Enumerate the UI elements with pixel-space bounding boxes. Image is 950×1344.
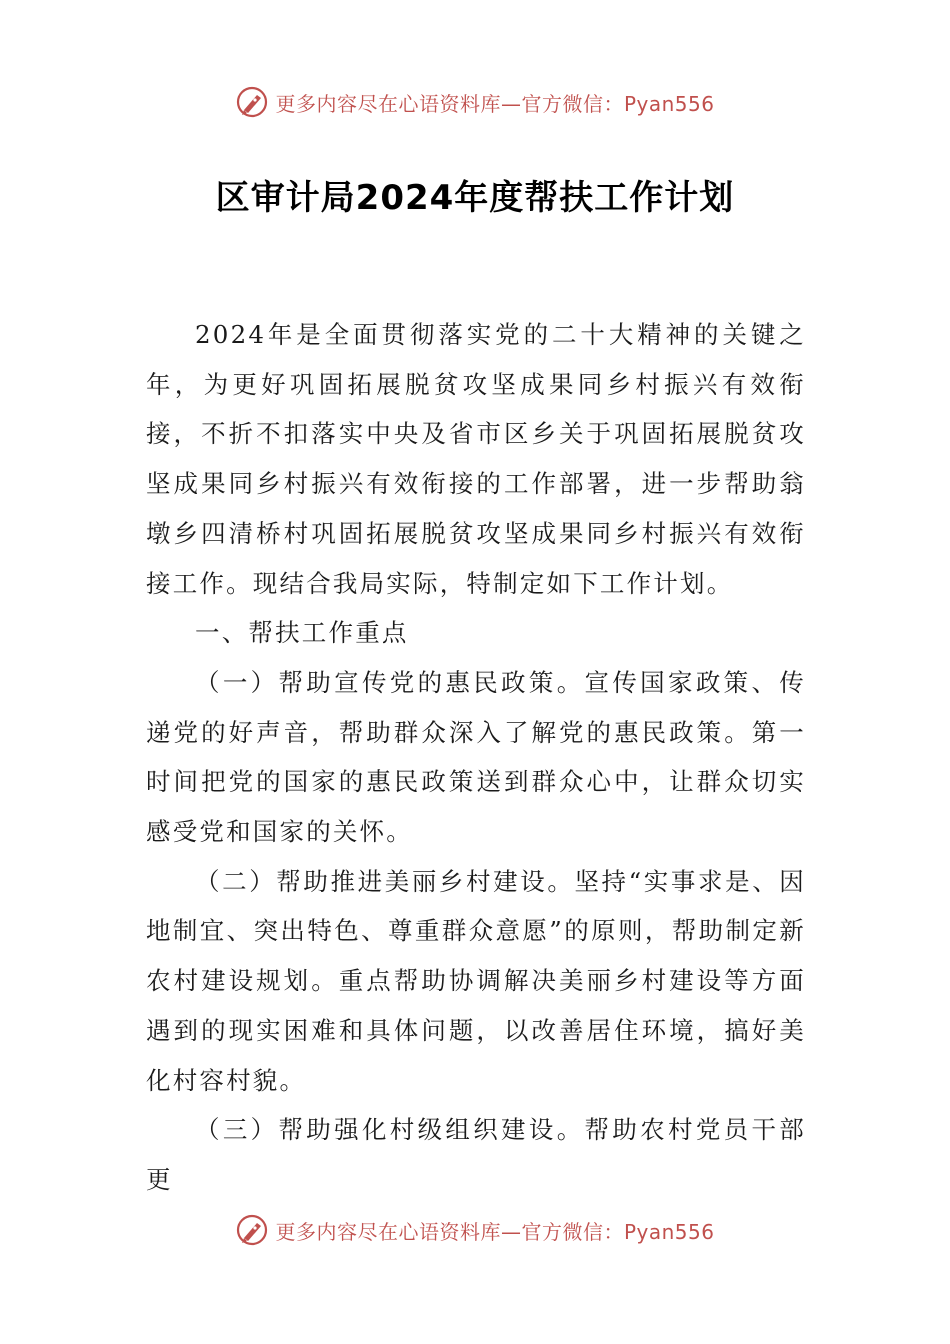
paragraph-intro: 2024年是全面贯彻落实党的二十大精神的关键之年，为更好巩固拓展脱贫攻坚成果同乡村振兴有效衔接，不折不扣落实中央及省市区乡关于巩固拓展脱贫攻坚成果同乡村振兴有效衔接的工作部署，进一步帮助翁墩乡四清桥村巩固拓展脱贫攻坚成果同乡村振兴有效衔接工作。现结合我局实际，特制定如下工作计划。 bbox=[146, 320, 806, 598]
paragraph-item-3: （三）帮助强化村级组织建设。帮助农村党员干部更 bbox=[146, 1115, 806, 1194]
footer-watermark-banner bbox=[0, 1210, 950, 1250]
section-heading: 一、帮扶工作重点 bbox=[195, 618, 409, 648]
paragraph-item-2: （二）帮助推进美丽乡村建设。坚持“实事求是、因地制宜、突出特色、尊重群众意愿”的原则，帮助制定新农村建设规划。重点帮助协调解决美丽乡村建设等方面遇到的现实困难和具体问题，以改善居住环境，搞好美化村容村貌。 bbox=[146, 866, 806, 1095]
document-title: 区审计局2024年度帮扶工作计划 bbox=[215, 178, 735, 218]
document-body bbox=[146, 310, 806, 1205]
watermark-text: 更多内容尽在心语资料库—官方微信：Pyan556 bbox=[275, 91, 715, 116]
header-watermark-banner bbox=[0, 82, 950, 122]
pen-nib-logo-icon bbox=[235, 85, 269, 119]
watermark-text: 更多内容尽在心语资料库—官方微信：Pyan556 bbox=[275, 1219, 715, 1244]
paragraph-item-1: （一）帮助宣传党的惠民政策。宣传国家政策、传递党的好声音，帮助群众深入了解党的惠民政策。第一时间把党的国家的惠民政策送到群众心中，让群众切实感受党和国家的关怀。 bbox=[146, 667, 806, 847]
pen-nib-logo-icon bbox=[235, 1213, 269, 1247]
